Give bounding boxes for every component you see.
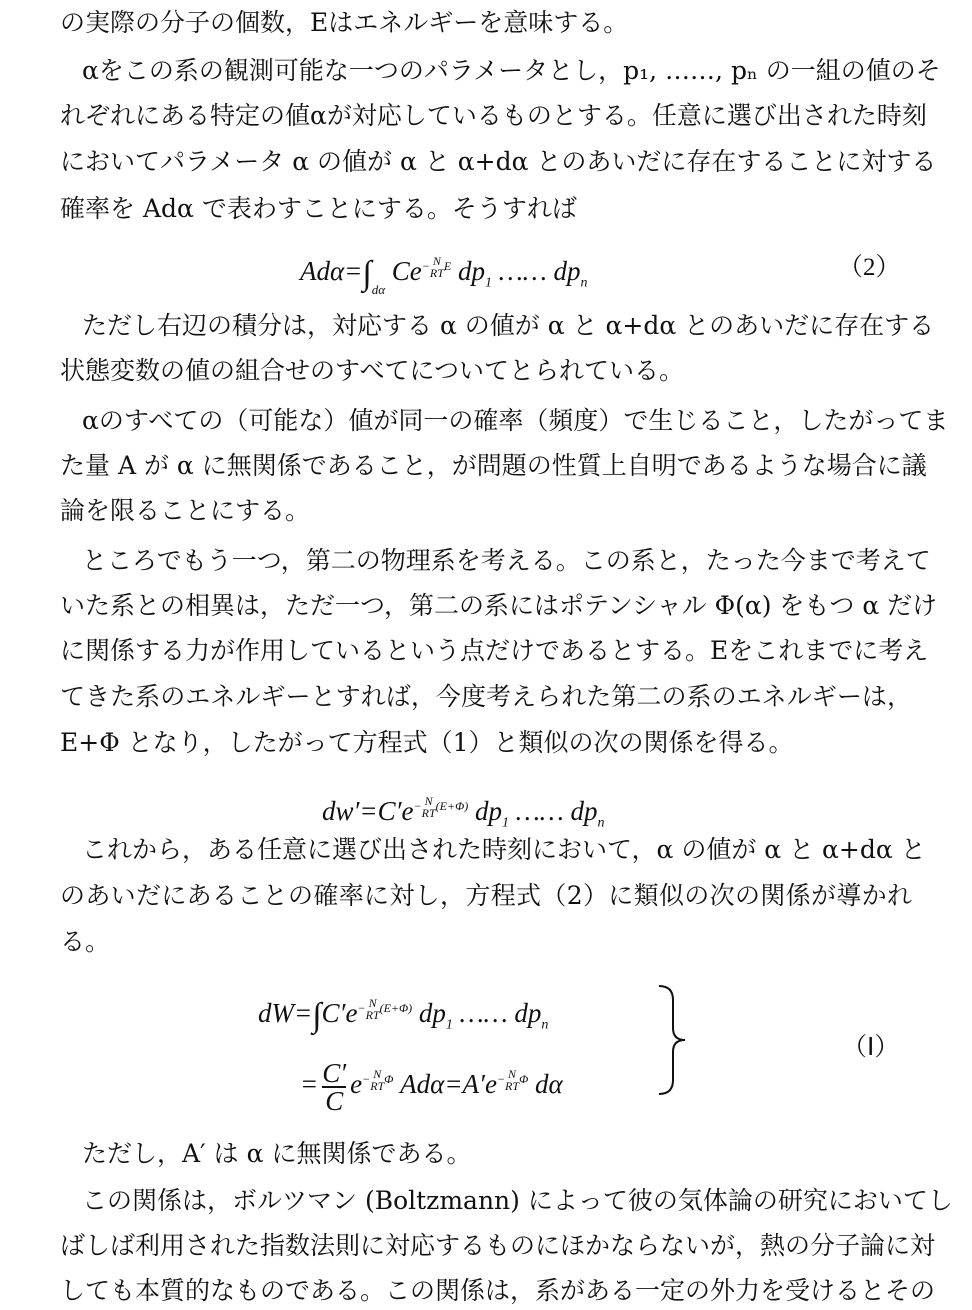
text-line: た量 A が α に無関係であること，が問題の性質上自明であるような場合に議 xyxy=(60,451,927,480)
text-line: る。 xyxy=(60,927,111,956)
text-line: しても本質的なものである。この関係は，系がある一定の外力を受けるとその xyxy=(60,1276,936,1305)
text-line: αをこの系の観測可能な一つのパラメータとし，p₁, ……, pₙ の一組の値のそ xyxy=(82,56,941,85)
text-line: いた系との相異は，ただ一つ，第二の系にはポテンシャル Φ(α) をもつ α だけ xyxy=(60,591,938,620)
text-line: てきた系のエネルギーとすれば，今度考えられた第二の系のエネルギーは， xyxy=(60,682,912,711)
right-brace xyxy=(655,984,691,1096)
text-line: においてパラメータ α の値が α と α+dα とのあいだに存在することに対する xyxy=(60,147,937,176)
text-line: ところでもう一つ，第二の物理系を考える。この系と，たった今まで考えて xyxy=(82,546,931,575)
equation-number: （2） xyxy=(838,254,901,281)
text-line: 状態変数の値の組合せのすべてについてとられている。 xyxy=(60,356,685,385)
text-line: この関係は，ボルツマン (Boltzmann) によって彼の気体論の研究においてし xyxy=(82,1186,953,1215)
equation-number: （Ⅰ） xyxy=(842,1034,900,1061)
text-line: に関係する力が作用しているという点だけであるとする。Eをこれまでに考え xyxy=(60,636,929,665)
equation-I-line1: $dW=\int C'e^{- N RT(E+\Phi)}$ $dp_1$ …… $dp_n$ xyxy=(258,996,549,1034)
text-line: のあいだにあることの確率に対し，方程式（2）に類似の次の関係が導かれ xyxy=(60,881,912,910)
text-line: 確率を Adα で表わすことにする。そうすれば xyxy=(60,194,577,223)
equation-2: $Ad\alpha=\int_{d\alpha}$ $Ce^{- N RTE}$ $dp_1$ …… $dp_n$ xyxy=(300,254,588,297)
text-line: αのすべての（可能な）値が同一の確率（頻度）で生じること，したがってま xyxy=(82,406,949,435)
text-line: ただし右辺の積分は，対応する α の値が α と α+dα とのあいだに存在する xyxy=(82,311,935,340)
equation-dw: $dw'=C'e^{- N RT(E+\Phi)}$ $dp_1$ …… $dp_n$ xyxy=(322,794,605,831)
text-line: ただし，A′ は α に無関係である。 xyxy=(82,1139,472,1168)
text-line: これから，ある任意に選び出された時刻において，α の値が α と α+dα と xyxy=(82,835,926,864)
text-line: ばしば利用された指数法則に対応するものにほかならないが，熱の分子論に対 xyxy=(60,1231,936,1260)
text-line: E+Φ となり，したがって方程式（1）と類似の次の関係を得る。 xyxy=(60,728,794,757)
text-line: の実際の分子の個数，Eはエネルギーを意味する。 xyxy=(60,8,629,37)
text-line: 論を限ることにする。 xyxy=(60,496,311,525)
text-line: れぞれにある特定の値αが対応しているものとする。任意に選び出された時刻 xyxy=(60,101,927,130)
equation-I-line2: = $\frac{C'}{C}$ $e^{- N RT\Phi}$ $Ad\alpha=A'e^{- N RT\Phi}$ dα xyxy=(300,1058,563,1116)
